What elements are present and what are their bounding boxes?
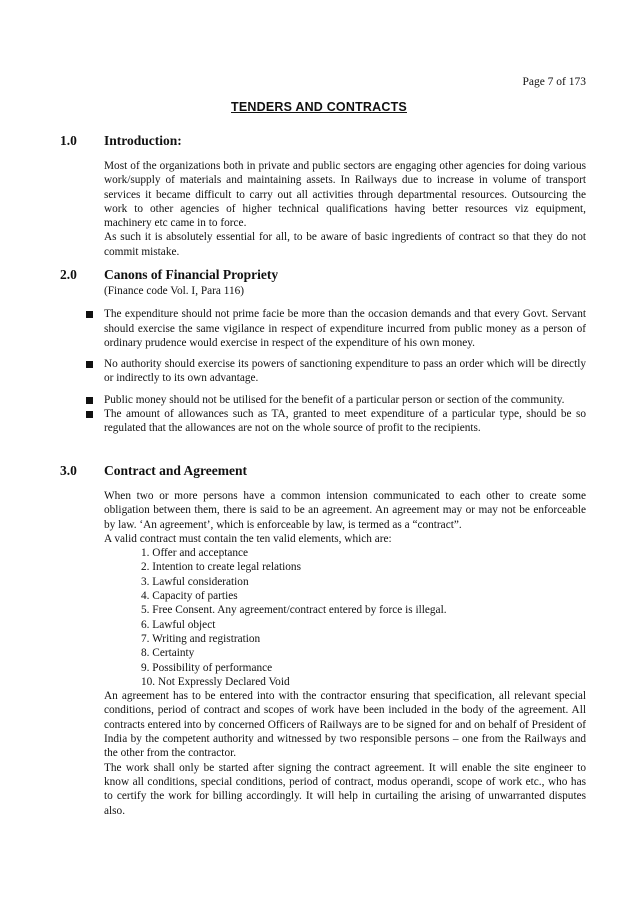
bullet-text: The expenditure should not prime facie be more than the occasion demands and that every Govt. Servant should exercise the same vigilance in respect of expenditure incurred from public money as a person of ordinary prudence would exercise in respect of the expenditure of his own money. — [104, 308, 586, 349]
section-number: 1.0 — [60, 133, 77, 148]
list-item — [0, 393, 638, 407]
section-canons — [0, 267, 638, 436]
document-title: TENDERS AND CONTRACTS — [231, 100, 407, 114]
list-item: 8. Certainty — [141, 647, 195, 660]
bullet-text: Public money should not be utilised for the benefit of a particular person or section of the community. — [104, 393, 565, 406]
contract-paragraph-2: An agreement has to be entered into with the contractor ensuring that specification, all relevant special conditions, period of contract and scopes of work have been included in the body of the agreement. All contracts entered into by concerned Officers of Railways are to be signed for and on behalf of President of India by the competent authority and witnessed by two responsible persons – one from the Railways and the other from the contractor. — [104, 690, 586, 760]
list-item: 6. Lawful object — [141, 618, 216, 631]
section-title: Introduction: — [104, 133, 182, 148]
bullet-square-icon — [86, 361, 93, 368]
contract-paragraph: When two or more persons have a common intension communicated to each other to create some obligation between them, there is said to be an agreement. An agreement may or may not be enforceable by law. ‘An agreement’, which is enforceable by law, is termed as a “contract”. — [104, 490, 586, 531]
page-number: Page 7 of 173 — [522, 76, 586, 88]
list-item — [0, 357, 638, 386]
section-title: Canons of Financial Propriety — [104, 267, 279, 282]
section-subtitle: (Finance code Vol. I, Para 116) — [104, 285, 245, 297]
canons-bullet-list — [0, 307, 638, 435]
bullet-text: The amount of allowances such as TA, granted to meet expenditure of a particular type, should be so regulated that the allowances are not on the whole source of profit to the recipients. — [104, 408, 586, 435]
list-item: 3. Lawful consideration — [141, 575, 249, 588]
list-item: 5. Free Consent. Any agreement/contract entered by force is illegal. — [141, 604, 447, 617]
section-number: 2.0 — [60, 267, 77, 282]
valid-elements-list — [0, 546, 638, 689]
section-heading — [0, 463, 638, 481]
list-item — [0, 307, 638, 350]
bullet-square-icon — [86, 411, 93, 418]
contract-paragraph-3: The work shall only be started after signing the contract agreement. It will enable the site engineer to know all conditions, special conditions, period of contract, modus operandi, scope of work etc., who has to certify the work for billing accordingly. It will help in curtailing the arising of unwarranted disputes also. — [104, 761, 586, 817]
section-contract-agreement — [0, 463, 638, 818]
list-item: 7. Writing and registration — [141, 632, 261, 645]
section-heading — [0, 133, 638, 151]
intro-paragraph-2: As such it is absolutely essential for all, to be aware of basic ingredients of contract so that they do not commit mistake. — [104, 231, 586, 258]
list-item: 10. Not Expressly Declared Void — [141, 675, 290, 688]
section-introduction — [0, 133, 638, 259]
section-title: Contract and Agreement — [104, 463, 247, 478]
list-item: 2. Intention to create legal relations — [141, 561, 301, 574]
bullet-square-icon — [86, 311, 93, 318]
section-heading — [0, 267, 638, 285]
list-item: 4. Capacity of parties — [141, 590, 238, 603]
list-item: 9. Possibility of performance — [141, 661, 273, 674]
section-number: 3.0 — [60, 463, 77, 478]
list-item: 1. Offer and acceptance — [141, 547, 249, 560]
list-item — [0, 407, 638, 436]
bullet-text: No authority should exercise its powers of sanctioning expenditure to pass an order which will be directly or indirectly to its own advantage. — [104, 358, 586, 385]
intro-paragraph: Most of the organizations both in private and public sectors are engaging other agencies for doing various work/supply of materials and maintaining assets. In Railways due to increase in volume of transport services it became difficult to carry out all activities through departmental resources. Outsourcing the work to other agencies of higher technical qualifications having better resources viz equipment, machinery etc came in to force. — [104, 160, 586, 230]
elements-intro: A valid contract must contain the ten valid elements, which are: — [104, 532, 392, 545]
bullet-square-icon — [86, 397, 93, 404]
